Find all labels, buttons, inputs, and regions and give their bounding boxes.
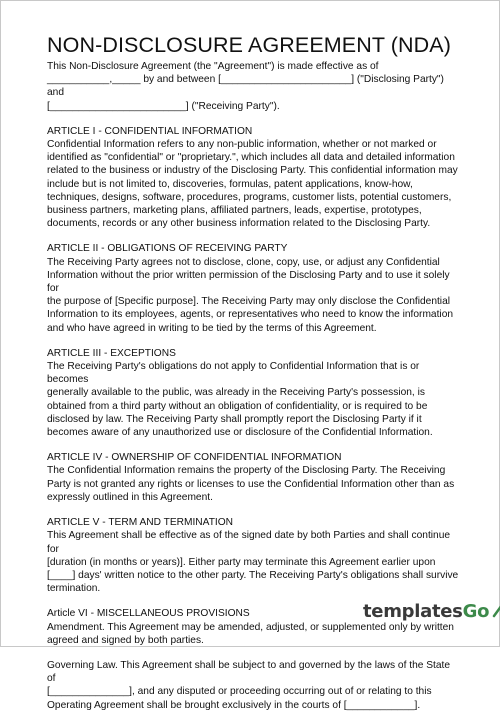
article-line: Information without the prior written permission of the Disclosing Party and to use it solely for [47, 269, 450, 295]
article-line: becomes aware of any unauthorized use or disclosure of the Confidential Information. [47, 427, 433, 439]
article-line: The Receiving Party's obligations do not apply to Confidential Information that is or becomes [47, 361, 420, 386]
article-line: business partners, marketing plans, affiliated partners, leads, expertise, prototypes, [47, 205, 422, 217]
article-heading: ARTICLE II - OBLIGATIONS OF RECEIVING PARTY [47, 243, 288, 255]
article-line: Confidential Information refers to any non-public information, whether or not marked or [47, 139, 437, 151]
article-line: generally available to the public, was already in the Receiving Party's possession, is [47, 387, 425, 399]
article-heading: ARTICLE I - CONFIDENTIAL INFORMATION [47, 125, 253, 137]
article-line: termination. [47, 583, 101, 595]
article-3 [47, 347, 459, 439]
article-line: expressly outlined in this Agreement. [47, 491, 213, 503]
article-line: [____] days' written notice to the other party. The Receiving Party's obligations shall survive [47, 569, 459, 581]
article-line: techniques, designs, software, procedures, programs, customer lists, potential customers, [47, 191, 452, 203]
article-line: Information to its employees, agents, or representatives who need to know the information [47, 309, 454, 321]
article-line: [duration (in months or years)]. Either party may terminate this Agreement earlier upon [47, 556, 436, 568]
logo-text-templates: templates [363, 600, 463, 622]
article-heading: ARTICLE IV - OWNERSHIP OF CONFIDENTIAL INFORMATION [47, 452, 342, 464]
templatesgo-logo [363, 597, 500, 625]
article-line: agreed and signed by both parties. [47, 634, 204, 646]
article-line: and who have agreed in writing to be tied by the terms of this Agreement. [47, 322, 377, 334]
intro-line: ___________,_____ by and between [_______________________] ("Disclosing Party") and [47, 74, 444, 99]
article-line: The Receiving Party agrees not to disclose, clone, copy, use, or adjust any Confidential [47, 256, 440, 268]
article-line: the purpose of [Specific purpose]. The Receiving Party may only disclose the Confidential [47, 296, 451, 308]
article-line: identified as "confidential" or "proprietary.", which includes all data and detailed information [47, 152, 455, 164]
article-heading: ARTICLE III - EXCEPTIONS [47, 347, 176, 359]
document-title: NON-DISCLOSURE AGREEMENT (NDA) [47, 33, 451, 57]
article-line: obtained from a third party without an obligation of confidentiality, or is required to be [47, 400, 428, 412]
article-line: The Confidential Information remains the property of the Disclosing Party. The Receiving [47, 465, 446, 477]
article-line: disclosed by law. The Receiving Party shall promptly report the Disclosing Party if it [47, 413, 422, 425]
article-5 [47, 516, 459, 595]
article-heading: ARTICLE V - TERM AND TERMINATION [47, 517, 234, 529]
intro-line: [________________________] ("Receiving Party"). [47, 100, 280, 112]
article-2 [47, 242, 459, 334]
article-line: Operating Agreement shall be brought exclusively in the courts of [____________]. [47, 699, 421, 711]
intro-paragraph [47, 60, 459, 113]
article-line: Party is not granted any rights or licenses to use the Confidential Information other than as [47, 478, 455, 490]
intro-line: This Non-Disclosure Agreement (the "Agreement") is made effective as of [47, 61, 379, 72]
logo-arrow-icon [491, 600, 500, 622]
article-4 [47, 451, 459, 504]
article-1 [47, 125, 459, 231]
article-line: Governing Law. This Agreement shall be subject to and governed by the laws of the State of [47, 659, 451, 685]
logo-text-go: Go [462, 600, 490, 622]
article-line: documents, records or any other business information related to the Disclosing Party. [47, 218, 431, 230]
article-line: This Agreement shall be effective as of the signed date by both Parties and shall continue for [47, 530, 451, 555]
article-line: [______________], and any disputed or proceeding occurring out of or relating to this [47, 686, 432, 698]
article-line: include but is not limited to, discoveries, formulas, patent applications, know-how, [47, 178, 413, 190]
governing-law-paragraph [47, 659, 459, 712]
article-line: Amendment. This Agreement may be amended, adjusted, or supplemented only by written [47, 621, 454, 633]
article-line: related to the business or industry of the Disclosing Party. This confidential information may [47, 165, 458, 177]
article-heading: Article VI - MISCELLANEOUS PROVISIONS [47, 608, 250, 620]
